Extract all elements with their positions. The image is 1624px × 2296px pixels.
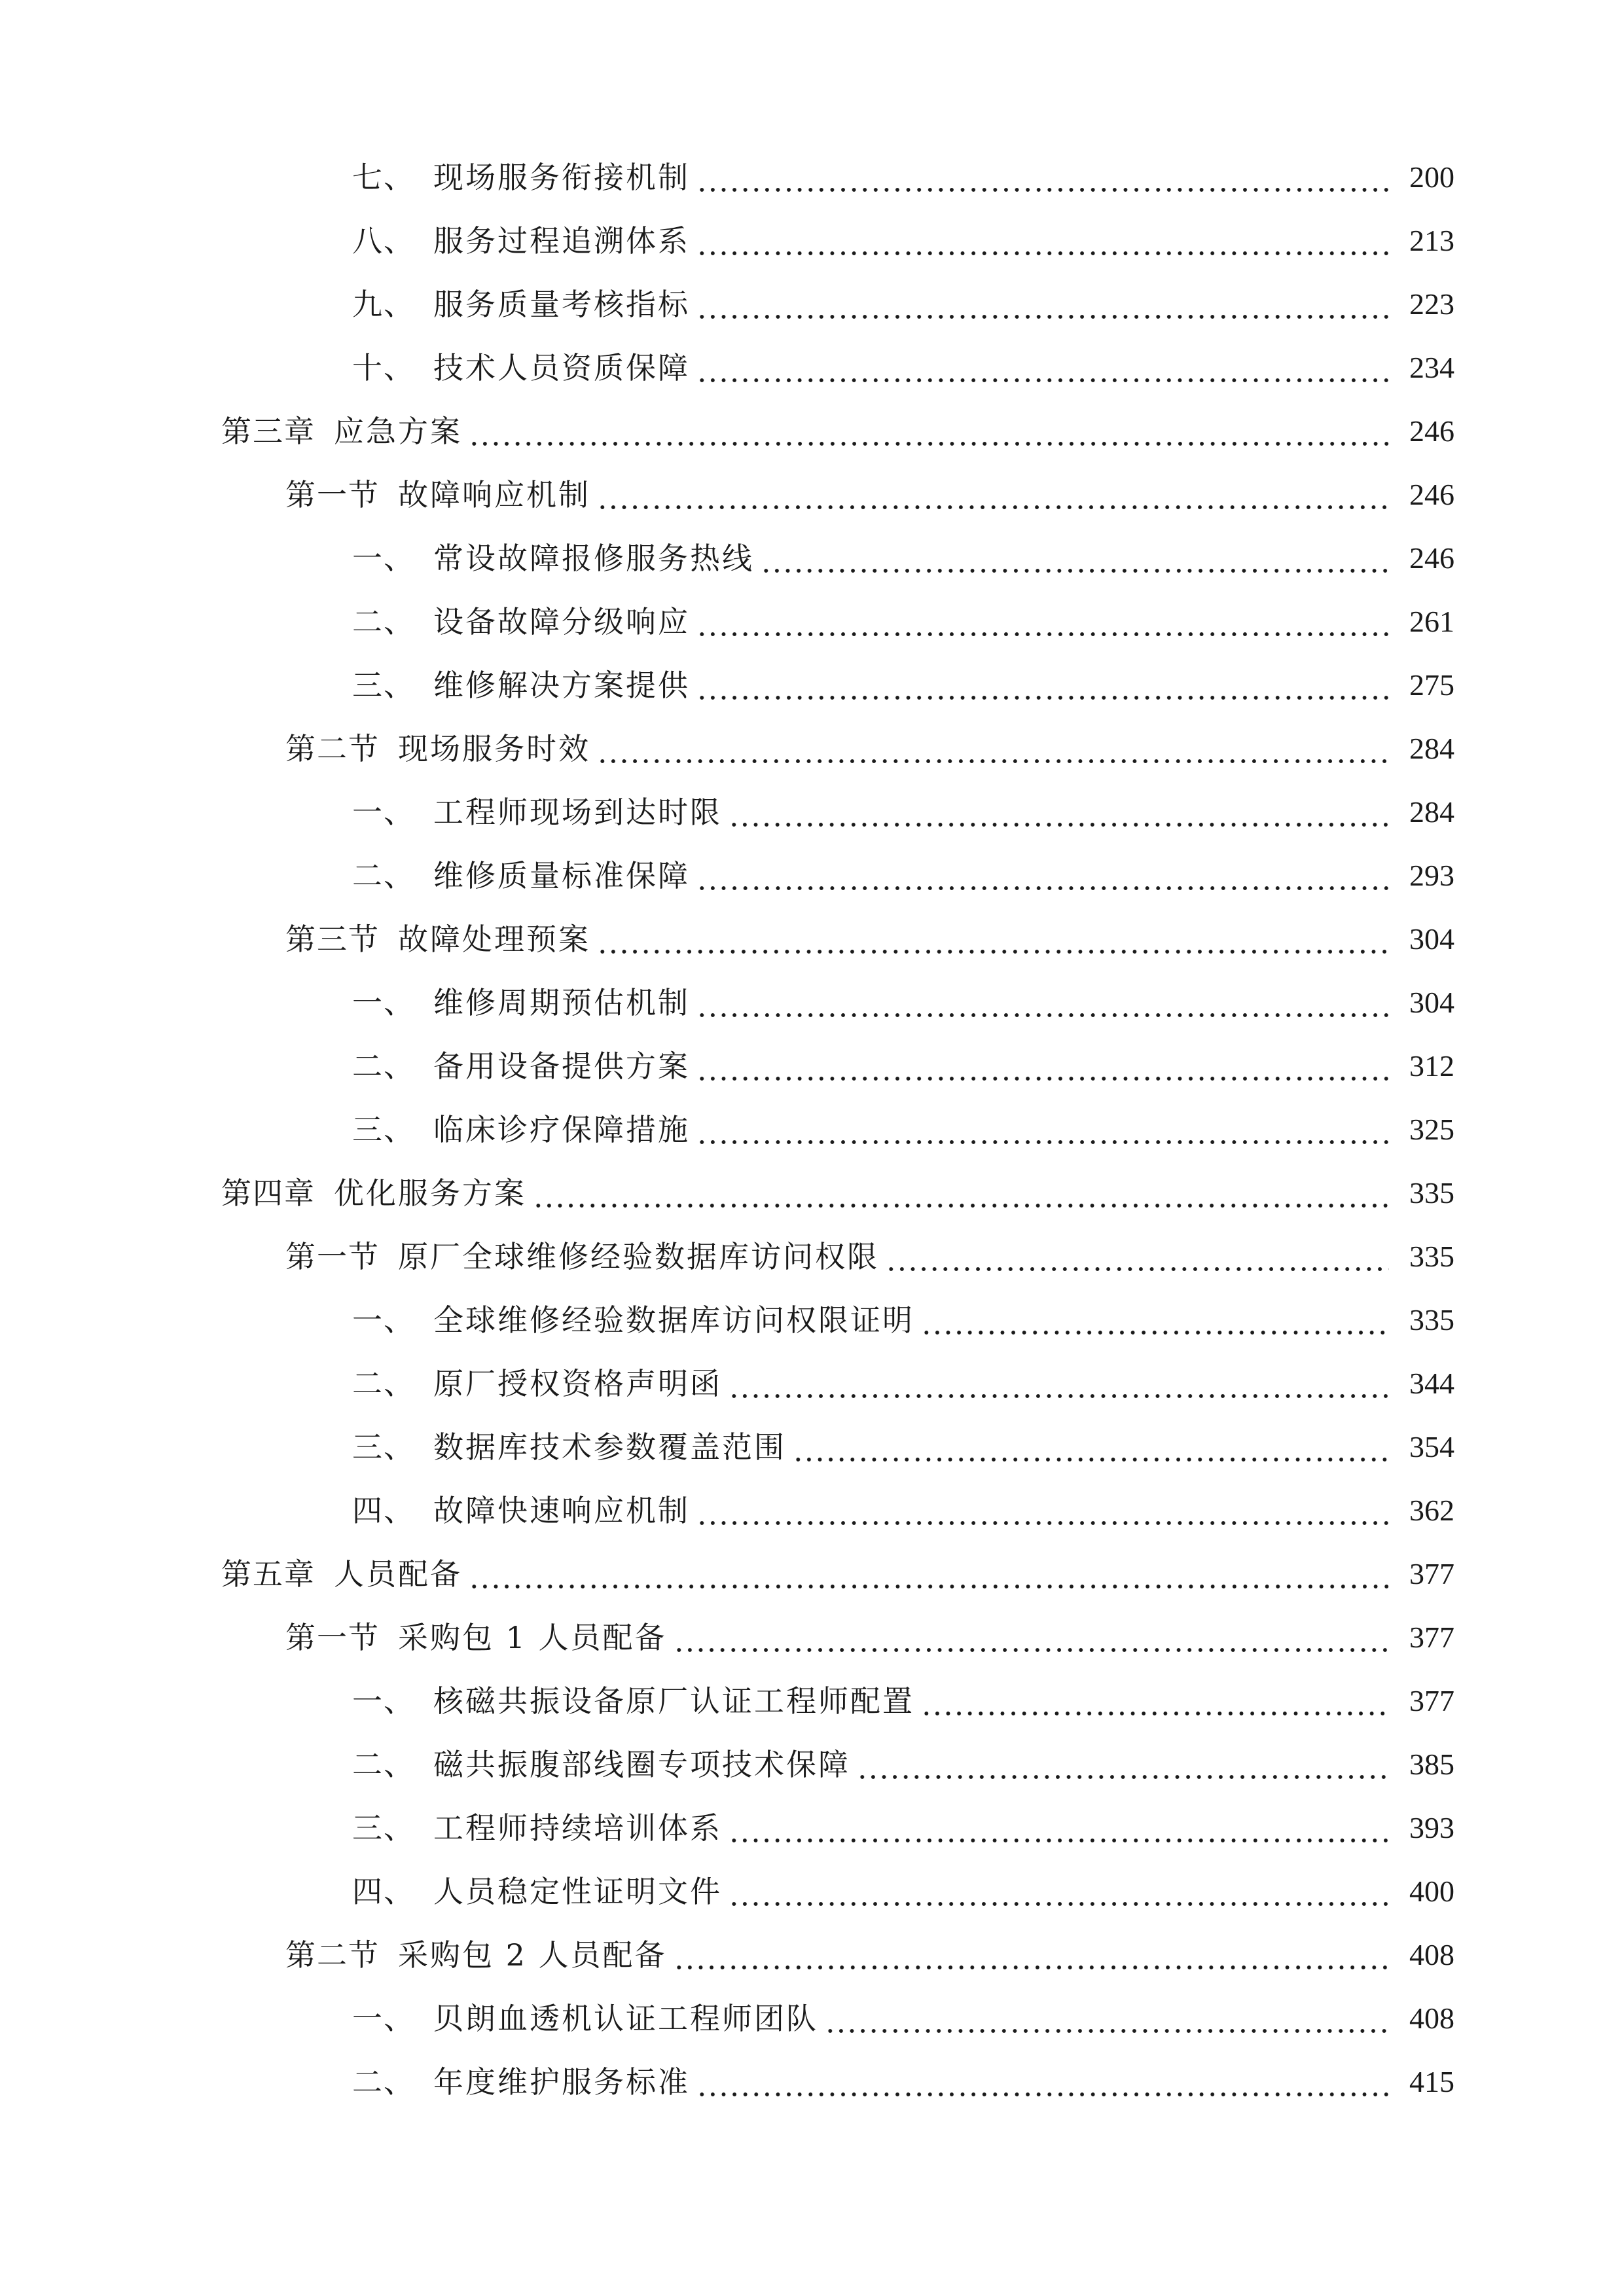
toc-page-number: 284 [1409,795,1454,829]
toc-entry-number: 二、 [352,1747,415,1782]
toc-dot-leader [696,2059,1389,2105]
toc-entry-title: 全球维修经验数据库访问权限证明 [433,1302,914,1338]
toc-entry-title: 故障快速响应机制 [433,1493,690,1528]
toc-dot-leader [825,1996,1389,2041]
toc-entry-number: 第一节 [285,1239,380,1274]
toc-dot-leader [696,853,1389,899]
toc-entry[interactable] [285,1932,1454,1978]
toc-entry-number: 三、 [352,1429,415,1465]
toc-page-number: 354 [1409,1430,1454,1463]
toc-dot-leader [469,408,1389,454]
toc-dot-leader [533,1170,1389,1216]
toc-entry-number: 第一节 [285,1620,380,1655]
toc-dot-leader [597,916,1389,962]
toc-entry[interactable] [352,1488,1454,1534]
toc-page-number: 304 [1409,986,1454,1019]
toc-entry-number: 十、 [352,350,415,386]
toc-entry-number: 第五章 [221,1556,316,1592]
toc-entry[interactable] [221,1170,1454,1216]
toc-dot-leader [696,599,1389,645]
toc-entry[interactable] [352,1107,1454,1153]
toc-page-number: 213 [1409,224,1454,257]
toc-entry-title: 技术人员资质保障 [433,350,690,386]
toc-entry[interactable] [352,1742,1454,1787]
toc-entry-number: 三、 [352,668,415,703]
toc-page-number: 246 [1409,541,1454,575]
toc-entry-title: 临床诊疗保障措施 [433,1112,690,1147]
toc-page-number: 234 [1409,351,1454,384]
toc-dot-leader [761,535,1389,581]
toc-entry[interactable] [285,916,1454,962]
toc-dot-leader [729,1361,1389,1407]
toc-entry-title: 核磁共振设备原厂认证工程师配置 [433,1683,914,1719]
toc-dot-leader [729,1805,1389,1851]
toc-entry-number: 二、 [352,1366,415,1401]
toc-entry[interactable] [352,154,1454,200]
toc-entry[interactable] [285,1615,1454,1660]
toc-page-number: 223 [1409,287,1454,321]
toc-entry-title: 维修解决方案提供 [433,668,690,703]
toc-entry-title: 故障处理预案 [398,922,590,957]
toc-dot-leader [793,1424,1389,1470]
toc-dot-leader [696,662,1389,708]
toc-entry[interactable] [221,408,1454,454]
toc-entry-title: 备用设备提供方案 [433,1049,690,1084]
toc-page-number: 385 [1409,1748,1454,1781]
toc-dot-leader [597,472,1389,518]
toc-entry[interactable] [352,853,1454,899]
toc-entry[interactable] [352,1043,1454,1089]
toc-entry-title: 维修周期预估机制 [433,985,690,1020]
toc-entry-number: 第四章 [221,1175,316,1211]
toc-page-number: 246 [1409,414,1454,448]
toc-entry[interactable] [352,1869,1454,1914]
toc-entry[interactable] [352,2059,1454,2105]
toc-entry-title: 年度维护服务标准 [433,2064,690,2100]
toc-entry-title: 设备故障分级响应 [433,604,690,639]
toc-page-number: 335 [1409,1240,1454,1273]
toc-entry-number: 一、 [352,1683,415,1719]
toc-entry-number: 四、 [352,1874,415,1909]
toc-entry[interactable] [352,1805,1454,1851]
toc-page-number: 335 [1409,1176,1454,1210]
toc-page-number: 362 [1409,1494,1454,1527]
toc-entry[interactable] [285,726,1454,772]
toc-dot-leader [921,1678,1389,1724]
toc-page-number: 246 [1409,478,1454,511]
toc-dot-leader [696,1043,1389,1089]
toc-page-number: 261 [1409,605,1454,638]
toc-entry-title: 工程师现场到达时限 [433,795,722,830]
toc-entry[interactable] [352,1678,1454,1724]
toc-page-number: 304 [1409,922,1454,956]
toc-entry[interactable] [352,281,1454,327]
toc-entry-title: 应急方案 [334,414,462,449]
toc-entry-number: 七、 [352,160,415,195]
toc-entry-number: 一、 [352,1302,415,1338]
toc-entry[interactable] [352,599,1454,645]
toc-entry-number: 九、 [352,287,415,322]
toc-entry-title: 现场服务衔接机制 [433,160,690,195]
toc-entry-title: 服务质量考核指标 [433,287,690,322]
toc-entry-number: 第二节 [285,731,380,766]
toc-page-number: 344 [1409,1367,1454,1400]
toc-entry-number: 第二节 [285,1937,380,1973]
toc-entry-number: 三、 [352,1112,415,1147]
toc-entry[interactable] [352,662,1454,708]
toc-dot-leader [469,1551,1389,1597]
toc-page-number: 335 [1409,1303,1454,1336]
toc-entry[interactable] [285,1234,1454,1280]
toc-page-number: 312 [1409,1049,1454,1083]
toc-dot-leader [597,726,1389,772]
toc-entry-number: 一、 [352,795,415,830]
toc-dot-leader [696,345,1389,391]
toc-dot-leader [696,218,1389,264]
toc-entry-number: 第三章 [221,414,316,449]
toc-page-number: 408 [1409,1938,1454,1971]
toc-entry-number: 二、 [352,604,415,639]
toc-entry[interactable] [352,789,1454,835]
toc-dot-leader [696,980,1389,1026]
toc-dot-leader [696,1107,1389,1153]
toc-dot-leader [674,1615,1389,1660]
toc-entry-title: 现场服务时效 [398,731,590,766]
toc-dot-leader [696,281,1389,327]
toc-entry-number: 第三节 [285,922,380,957]
toc-dot-leader [696,1488,1389,1534]
toc-entry-title: 服务过程追溯体系 [433,223,690,259]
toc-entry-title: 采购包 2 人员配备 [398,1937,667,1973]
toc-entry[interactable] [221,1551,1454,1597]
toc-entry-number: 一、 [352,985,415,1020]
toc-dot-leader [857,1742,1389,1787]
toc-entry-number: 一、 [352,2001,415,2036]
toc-entry[interactable] [352,1996,1454,2041]
toc-page-number: 275 [1409,668,1454,702]
toc-dot-leader [674,1932,1389,1978]
toc-entry[interactable] [352,980,1454,1026]
toc-entry[interactable] [285,472,1454,518]
toc-entry-title: 原厂授权资格声明函 [433,1366,722,1401]
toc-entry-title: 维修质量标准保障 [433,858,690,893]
toc-entry-number: 二、 [352,2064,415,2100]
toc-page-number: 293 [1409,859,1454,892]
toc-entry-title: 工程师持续培训体系 [433,1810,722,1846]
toc-entry[interactable] [352,1361,1454,1407]
toc-page-number: 408 [1409,2001,1454,2035]
toc-page-number: 377 [1409,1557,1454,1590]
toc-entry[interactable] [352,1297,1454,1343]
toc-dot-leader [886,1234,1389,1280]
toc-dot-leader [696,154,1389,200]
toc-page-number: 400 [1409,1874,1454,1908]
toc-page-number: 393 [1409,1811,1454,1844]
toc-dot-leader [729,789,1389,835]
toc-entry-number: 二、 [352,1049,415,1084]
toc-entry-title: 人员配备 [334,1556,462,1592]
toc-entry-title: 贝朗血透机认证工程师团队 [433,2001,818,2036]
toc-entry-number: 八、 [352,223,415,259]
toc-entry[interactable] [352,1424,1454,1470]
toc-entry-number: 三、 [352,1810,415,1846]
toc-entry-number: 四、 [352,1493,415,1528]
toc-entry-title: 数据库技术参数覆盖范围 [433,1429,786,1465]
toc-page-number: 415 [1409,2065,1454,2098]
toc-entry[interactable] [352,218,1454,264]
toc-entry[interactable] [352,535,1454,581]
toc-page-number: 284 [1409,732,1454,765]
toc-page-number: 377 [1409,1621,1454,1654]
toc-entry-number: 二、 [352,858,415,893]
toc-entry-title: 人员稳定性证明文件 [433,1874,722,1909]
toc-page-number: 200 [1409,160,1454,194]
toc-entry-title: 采购包 1 人员配备 [398,1620,667,1655]
toc-entry-number: 一、 [352,541,415,576]
toc-entry-title: 故障响应机制 [398,477,590,512]
toc-entry-title: 常设故障报修服务热线 [433,541,754,576]
toc-page-number: 377 [1409,1684,1454,1717]
toc-entry-number: 第一节 [285,477,380,512]
toc-entry-title: 原厂全球维修经验数据库访问权限 [398,1239,879,1274]
toc-entry-title: 优化服务方案 [334,1175,526,1211]
toc-entry-title: 磁共振腹部线圈专项技术保障 [433,1747,850,1782]
toc-dot-leader [921,1297,1389,1343]
toc-dot-leader [729,1869,1389,1914]
toc-entry[interactable] [352,345,1454,391]
toc-page-number: 325 [1409,1113,1454,1146]
